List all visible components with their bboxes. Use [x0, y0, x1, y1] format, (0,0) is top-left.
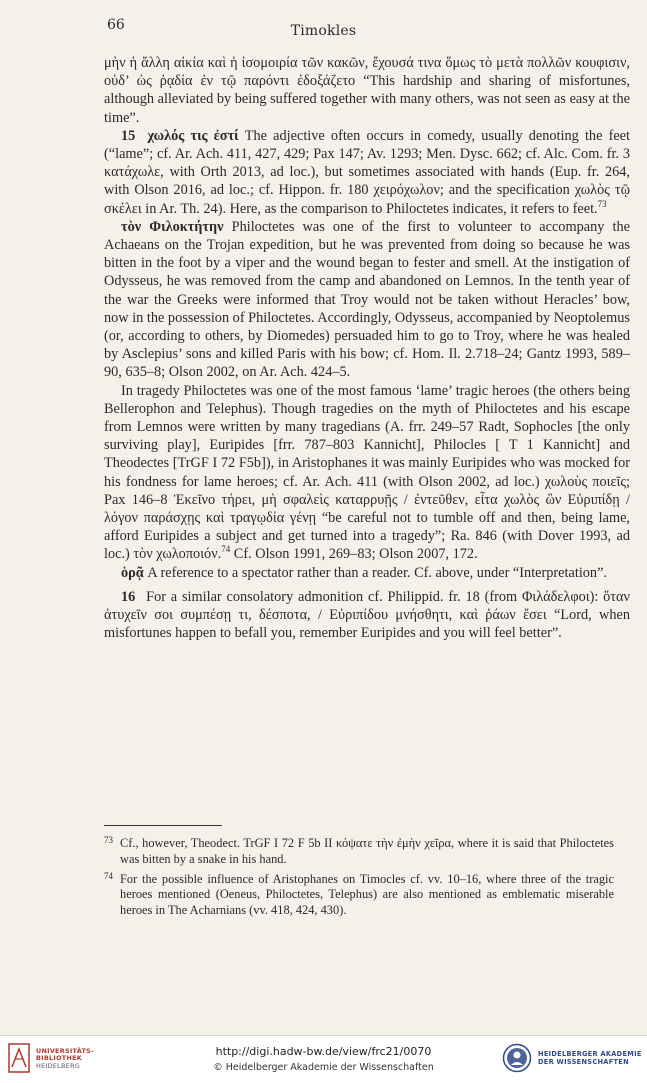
running-head: Timokles: [290, 23, 357, 39]
academy-seal-icon[interactable]: [502, 1043, 532, 1073]
academy-name: [538, 1050, 642, 1066]
paragraph-text: μὴν ἡ ἄλλη αἰκία καὶ ἡ ἰσομοιρία τῶν κακῶν, ἔχουσά τινα ὅμως τὸ μετὰ πολλῶν κουφισιν, οὐδ’ ὡς ῥᾳδία ἐν τῷ παρόντι ἐδοξάζετο “This hardship and sharing of misfortunes, although alleviated by being suffered together with many others, was not seen as easy at the time”.: [104, 55, 630, 126]
copyright-notice: © Heidelberger Akademie der Wissenschaften: [213, 1062, 434, 1073]
verse-number: 15: [121, 127, 136, 144]
paragraph-text: A reference to a spectator rather than a reader. Cf. above, under “Interpretation”.: [147, 564, 608, 581]
footnotes: [104, 836, 614, 923]
paragraph-16: [104, 588, 630, 643]
lemma: ὁρᾷ: [121, 564, 144, 581]
verse-number: 16: [121, 588, 136, 605]
paragraph-15: [104, 127, 630, 218]
footnote-number: 74: [104, 870, 113, 881]
paragraph-text: The adjective often occurs in comedy, usually denoting the feet (“lame”; cf. Ar. Ach. 411, 427, 429; Pax 147; Av. 1293; Men. Dysc. 662; cf. Alc. Com. fr. 3 κατάχωλε, with Orth 2013, ad loc.), but sometimes associated with hands (Eup. fr. 264, with Olson 2016, ad loc.; cf. Hippon. fr. 180 χειρόχωλον; and the specification χωλὸς τῷ σκέλει in Ar. Th. 24). Here, as the comparison to Philoctetes indicates, it refers to feet.: [104, 127, 630, 217]
logo-line: UNIVERSITÄTS-: [36, 1047, 94, 1055]
commentary-body: [104, 54, 630, 643]
paragraph-ora: [104, 564, 630, 582]
footnote-ref[interactable]: 73: [597, 198, 607, 209]
logo-line: BIBLIOTHEK: [36, 1054, 83, 1063]
lemma: χωλός τις ἐστί: [147, 127, 239, 144]
footnote-number: 73: [104, 835, 113, 845]
logo-line: HEIDELBERG: [36, 1061, 81, 1070]
lemma: τὸν Φιλοκτήτην: [121, 218, 224, 235]
footnote-divider: [104, 825, 222, 826]
paragraph-text-after: Cf. Olson 1991, 269–83; Olson 2007, 172.: [230, 546, 478, 563]
footnote-text: For the possible influence of Aristophanes on Timocles cf. vv. 10–16, where three of the tragic heroes mentioned (Oeneus, Philoctetes, Telephus) are also mentioned as emblematic miserable heroes in The Acharnians (vv. 418, 424, 430).: [120, 871, 614, 918]
viewer-footer: [0, 1035, 647, 1083]
paragraph-philoctetes: [104, 218, 630, 382]
logo-line: HEIDELBERGER AKADEMIE: [538, 1050, 642, 1058]
logo-line: DER WISSENSCHAFTEN: [538, 1058, 629, 1066]
paragraph-text: In tragedy Philoctetes was one of the most famous ‘lame’ tragic heroes (the others being Bellerophon and Telephus). Though tragedies on the myth of Philoctetes and his escape from Lemnos were written by many tragedians (A. frr. 249–57 Radt, Sophocles [the only surviving play], Euripides [frr. 787–803 Kannicht], Philocles [ T 1 Kannicht] and Theodectes [TrGF I 72 F5b]), in Aristophanes it was mainly Euripides who was mocked for his fondness for lame heroes; cf. Ar. Ach. 411 (with Olson 2002, ad loc.) χωλοὺς ποιεῖς; Pax 146–8 Ἐκεῖνο τήρει, μὴ σφαλεὶς καταρρυῇς / ἐντεῦθεν, εἶτα χωλὸς ὢν Εὐριπίδῃ / λόγον παράσχῃς καὶ τραγῳδία γένῃ “be careful not to tumble off and then, being lame, afford Euripides a subject and get turned into a tragedy”; Ra. 846 (with Dover 1993, ad loc.) τὸν χωλοποιόν.: [104, 382, 630, 563]
page-number: 66: [107, 17, 125, 33]
footnote-73: [104, 836, 614, 868]
footnote-74: [104, 872, 614, 919]
paragraph-text: Philoctetes was one of the first to volunteer to accompany the Achaeans on the Trojan expedition, but he was prevented from doing so because he was bitten in the foot by a viper and the wound began to fester and smell. At the instigation of Odysseus, he was removed from the camp and abandoned on Lemnos. In the tenth year of the war the Greeks were informed that Troy would not be taken without Heracles’ bow, now in the possession of Philoctetes. Accordingly, Odysseus, accompanied by Neoptolemus (or, according to others, by Diomedes) persuaded him to go to Troy, where he was healed by Asclepius’ sons and killed Paris with his bow; cf. Hom. Il. 2.718–24; Gantz 1993, 589–90, 635–8; Olson 2002, on Ar. Ach. 424–5.: [104, 218, 630, 381]
paragraph-tragedy: [104, 382, 630, 564]
paragraph-text: For a similar consolatory admonition cf. Philippid. fr. 18 (from Φιλάδελφοι): ὅταν ἀτυχεῖν σοι συμπέσῃ τι, δέσποτα, / Εὐριπίδου μνήσθητι, καὶ ῥάων ἔσει “Lord, when misfortunes happen to befall you, remember Euripides and you will feel better”.: [104, 588, 630, 642]
footnote-text: Cf., however, Theodect. TrGF I 72 F 5b II κόψατε τὴν ἐμὴν χεῖρα, where it is said that Philoctetes was bitten by a snake in his hand.: [120, 836, 614, 866]
permalink-url[interactable]: http://digi.hadw-bw.de/view/frc21/0070: [215, 1045, 432, 1058]
footnote-ref[interactable]: 74: [221, 544, 231, 555]
paragraph-continuation: [104, 54, 630, 127]
